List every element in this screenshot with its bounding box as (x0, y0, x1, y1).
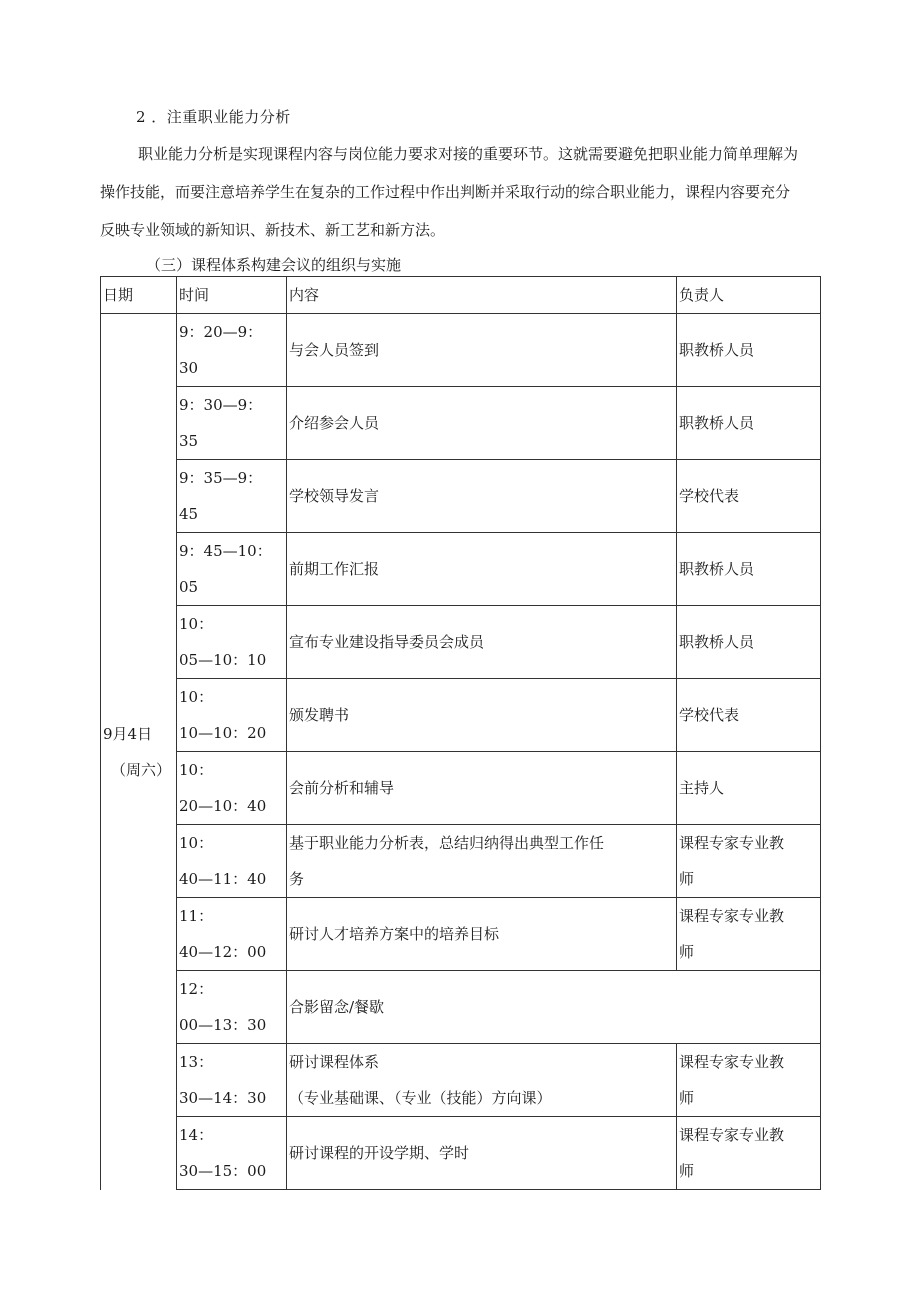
time-cell-line: 05—10：10 (179, 651, 267, 669)
table-row (101, 533, 821, 606)
content-cell (287, 387, 677, 460)
time-cell (177, 314, 287, 387)
responsible-cell-line: 师 (679, 943, 695, 961)
content-cell-line: 会前分析和辅导 (289, 779, 395, 797)
table-row (101, 898, 821, 971)
time-cell (177, 387, 287, 460)
time-cell (177, 971, 287, 1044)
responsible-cell (677, 825, 821, 898)
paragraph-line: 职业能力分析是实现课程内容与岗位能力要求对接的重要环节。这就需要避免把职业能力简单理解为 (138, 145, 799, 163)
responsible-cell (677, 533, 821, 606)
responsible-cell-line: 学校代表 (679, 706, 740, 724)
responsible-cell (677, 314, 821, 387)
content-cell (287, 1044, 677, 1117)
content-cell-line: 宣布专业建设指导委员会成员 (289, 633, 485, 651)
responsible-cell-line: 课程专家专业教 (679, 834, 785, 852)
table-header-row (101, 277, 821, 314)
responsible-cell (677, 387, 821, 460)
paragraph-line: 反映专业领域的新知识、新技术、新工艺和新方法。 (100, 221, 446, 239)
content-cell-line: 与会人员签到 (289, 341, 380, 359)
table-row (101, 971, 821, 1044)
section-2-paragraph (100, 135, 822, 249)
time-cell-line: 12： (179, 980, 214, 998)
header-content: 内容 (287, 277, 677, 314)
time-cell (177, 606, 287, 679)
responsible-cell-line: 师 (679, 1089, 695, 1107)
table-row (101, 1117, 821, 1190)
time-cell (177, 1044, 287, 1117)
table-row (101, 387, 821, 460)
header-date: 日期 (101, 277, 177, 314)
schedule-table (100, 276, 821, 1190)
content-cell-line: 基于职业能力分析表，总结归纳得出典型工作任 (289, 834, 605, 852)
time-cell-line: 10： (179, 688, 214, 706)
header-time: 时间 (177, 277, 287, 314)
time-cell-line: 10： (179, 615, 214, 633)
content-cell-line: 学校领导发言 (289, 487, 380, 505)
content-cell-line: 研讨课程的开设学期、学时 (289, 1144, 470, 1162)
time-cell-line: 10： (179, 761, 214, 779)
time-cell (177, 1117, 287, 1190)
table-row (101, 314, 821, 387)
responsible-cell (677, 460, 821, 533)
responsible-cell-line: 课程专家专业教 (679, 1053, 785, 1071)
time-cell-line: 40—12：00 (179, 943, 267, 961)
content-cell (287, 752, 677, 825)
time-cell-line: 00—13：30 (179, 1016, 267, 1034)
table-row (101, 1044, 821, 1117)
content-cell-line: 研讨课程体系 (289, 1053, 380, 1071)
responsible-cell (677, 1117, 821, 1190)
content-cell (287, 679, 677, 752)
time-cell-line: 10—10：20 (179, 724, 267, 742)
table-row (101, 679, 821, 752)
content-cell (287, 825, 677, 898)
content-cell (287, 971, 821, 1044)
responsible-cell-line: 职教桥人员 (679, 633, 755, 651)
time-cell-line: 9：45—10： (179, 542, 272, 560)
time-cell-line: 40—11：40 (179, 870, 267, 888)
responsible-cell (677, 898, 821, 971)
time-cell-line: 9：30—9： (179, 396, 263, 414)
time-cell-line: 13： (179, 1053, 214, 1071)
content-cell (287, 533, 677, 606)
responsible-cell (677, 606, 821, 679)
time-cell (177, 825, 287, 898)
time-cell-line: 9：20—9： (179, 323, 263, 341)
content-cell (287, 606, 677, 679)
subsection-3-heading: （三）课程体系构建会议的组织与实施 (146, 256, 402, 274)
time-cell-line: 35 (179, 432, 199, 450)
time-cell (177, 679, 287, 752)
date-text: 9月4日 (103, 724, 153, 743)
time-cell (177, 533, 287, 606)
time-cell (177, 460, 287, 533)
responsible-cell-line: 学校代表 (679, 487, 740, 505)
paragraph-line: 操作技能，而要注意培养学生在复杂的工作过程中作出判断并采取行动的综合职业能力，课程内容要充分 (100, 183, 791, 201)
table-row (101, 606, 821, 679)
content-cell (287, 460, 677, 533)
time-cell-line: 30—15：00 (179, 1162, 267, 1180)
weekday-text: （周六） (111, 760, 172, 779)
content-cell-line: 颁发聘书 (289, 706, 350, 724)
time-cell-line: 45 (179, 505, 199, 523)
table-row (101, 825, 821, 898)
responsible-cell (677, 752, 821, 825)
responsible-cell-line: 师 (679, 870, 695, 888)
header-responsible: 负责人 (677, 277, 821, 314)
table-row (101, 460, 821, 533)
content-cell-line: 务 (289, 870, 305, 888)
section-2-heading: 2 ．注重职业能力分析 (136, 108, 291, 126)
responsible-cell-line: 职教桥人员 (679, 414, 755, 432)
time-cell-line: 14： (179, 1126, 214, 1144)
content-cell-line: 介绍参会人员 (289, 414, 380, 432)
time-cell-line: 9：35—9： (179, 469, 263, 487)
responsible-cell (677, 679, 821, 752)
time-cell (177, 898, 287, 971)
content-cell-line: 研讨人才培养方案中的培养目标 (289, 925, 500, 943)
time-cell (177, 752, 287, 825)
table-row (101, 752, 821, 825)
content-cell-line: （专业基础课、（专业（技能）方向课） (289, 1089, 552, 1107)
time-cell-line: 30 (179, 359, 199, 377)
content-cell (287, 314, 677, 387)
responsible-cell-line: 职教桥人员 (679, 560, 755, 578)
responsible-cell (677, 1044, 821, 1117)
content-cell-line: 合影留念/餐歇 (289, 998, 385, 1016)
time-cell-line: 05 (179, 578, 199, 596)
responsible-cell-line: 职教桥人员 (679, 341, 755, 359)
time-cell-line: 20—10：40 (179, 797, 267, 815)
time-cell-line: 30—14：30 (179, 1089, 267, 1107)
time-cell-line: 10： (179, 834, 214, 852)
responsible-cell-line: 课程专家专业教 (679, 1126, 785, 1144)
content-cell (287, 1117, 677, 1190)
responsible-cell-line: 师 (679, 1162, 695, 1180)
responsible-cell-line: 主持人 (679, 779, 725, 797)
date-cell (101, 314, 177, 1190)
responsible-cell-line: 课程专家专业教 (679, 907, 785, 925)
content-cell-line: 前期工作汇报 (289, 560, 380, 578)
content-cell (287, 898, 677, 971)
time-cell-line: 11： (179, 907, 214, 925)
